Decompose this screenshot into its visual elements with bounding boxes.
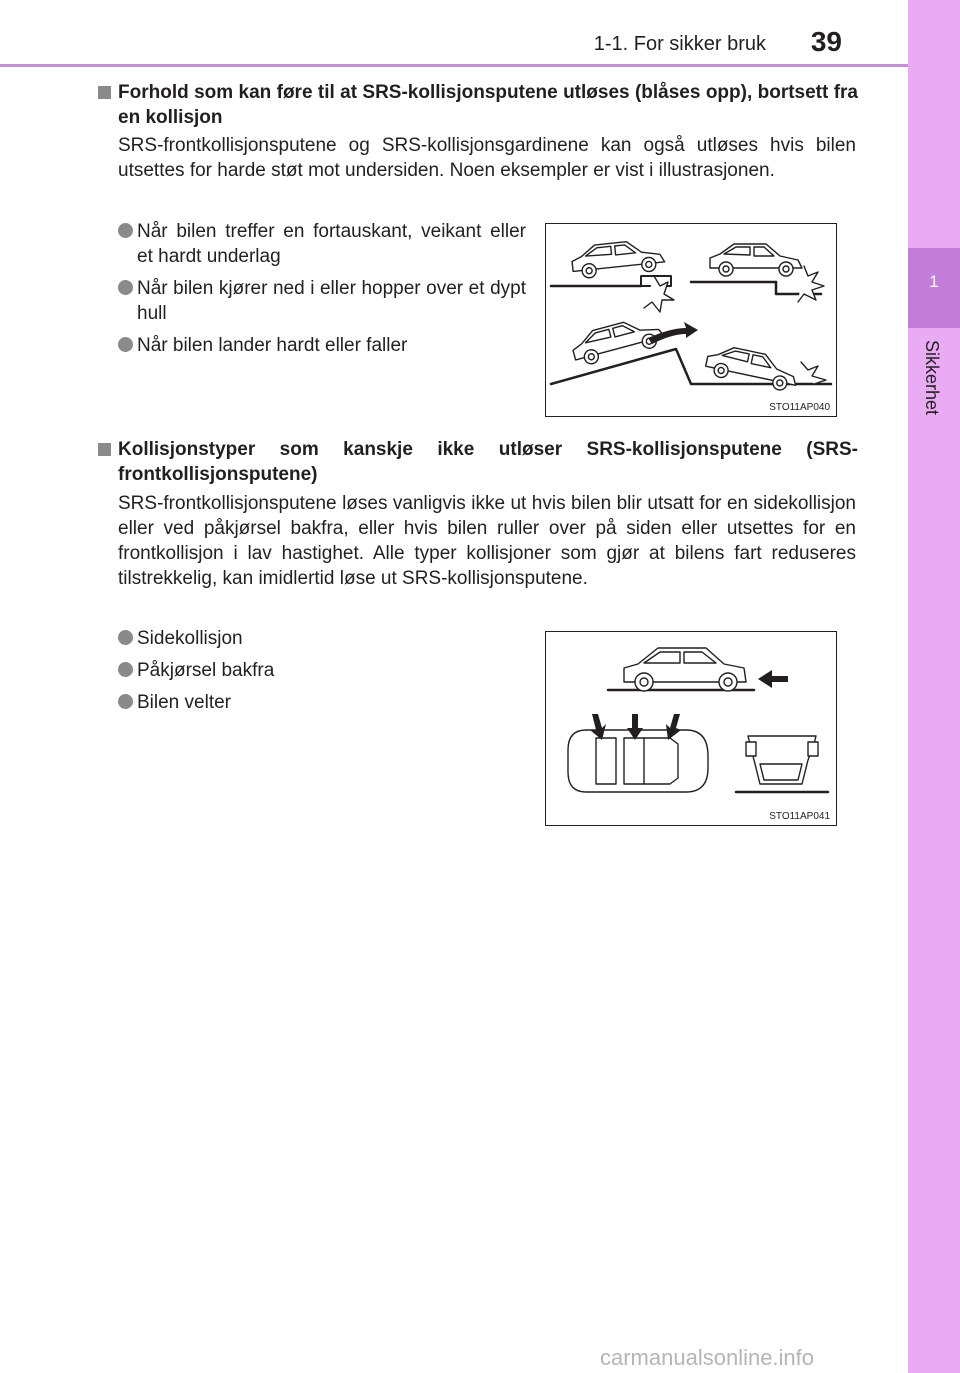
section1-heading xyxy=(98,80,858,130)
page-header xyxy=(0,0,908,66)
chapter-tab[interactable]: 1 xyxy=(908,248,960,328)
list-item xyxy=(118,690,498,715)
list-item xyxy=(118,626,498,651)
car-impact-illustration xyxy=(546,224,836,416)
list-item xyxy=(118,276,526,326)
list-item xyxy=(118,219,526,269)
section1-title: Forhold som kan føre til at SRS-kollisjonsputene utløses (blåses opp), bortsett fra en kollisjon xyxy=(118,82,858,128)
list-item xyxy=(118,658,498,683)
section2-body: SRS-frontkollisjonsputene løses vanligvis ikke ut hvis bilen blir utsatt for en sidekollisjon eller ved påkjørsel bakfra, eller hvis bilen ruller over på siden eller utsettes for en frontkollisjon i lav hastighet. Alle typer kollisjoner som gjør at bilens fart reduseres tilstrekkelig, kan imidlertid løse ut SRS-kollisjonsputene. xyxy=(118,493,856,589)
circle-bullet-icon xyxy=(118,662,133,677)
section1-body: SRS-frontkollisjonsputene og SRS-kollisjonsgardinene kan også utløses hvis bilen utsettes for harde støt mot undersiden. Noen eksempler er vist i illustrasjonen. xyxy=(118,135,856,181)
list-item-text: Sidekollisjon xyxy=(137,628,243,649)
list-item-text: Når bilen treffer en fortauskant, veikant eller et hardt underlag xyxy=(137,221,526,267)
circle-bullet-icon xyxy=(118,337,133,352)
list-item-text: Når bilen kjører ned i eller hopper over et dypt hull xyxy=(137,278,526,324)
list-item-text: Bilen velter xyxy=(137,692,231,713)
chapter-sidebar xyxy=(908,0,960,1373)
square-bullet-icon xyxy=(98,86,111,99)
page-number: 39 xyxy=(810,26,842,57)
section2-title: Kollisjonstyper som kanskje ikke utløser SRS-kollisjonsputene (SRS-frontkollisjonsputene) xyxy=(118,439,858,485)
list-item-text: Når bilen lander hardt eller faller xyxy=(137,335,408,356)
circle-bullet-icon xyxy=(118,223,133,238)
circle-bullet-icon xyxy=(118,630,133,645)
chapter-label: Sikkerhet xyxy=(922,340,942,416)
illustration-bumps xyxy=(545,223,837,417)
section-title: 1-1. For sikker bruk xyxy=(593,33,766,55)
figure-code: STO11AP040 xyxy=(769,402,830,413)
list-item-text: Påkjørsel bakfra xyxy=(137,660,275,681)
collision-types-illustration xyxy=(546,632,836,825)
header-rule xyxy=(0,64,908,67)
section2-heading xyxy=(98,437,858,487)
list-item xyxy=(118,333,526,358)
circle-bullet-icon xyxy=(118,694,133,709)
illustration-collision-types xyxy=(545,631,837,826)
watermark[interactable]: carmanualsonline.info xyxy=(600,1345,815,1370)
square-bullet-icon xyxy=(98,443,111,456)
circle-bullet-icon xyxy=(118,280,133,295)
figure-code: STO11AP041 xyxy=(769,811,830,822)
